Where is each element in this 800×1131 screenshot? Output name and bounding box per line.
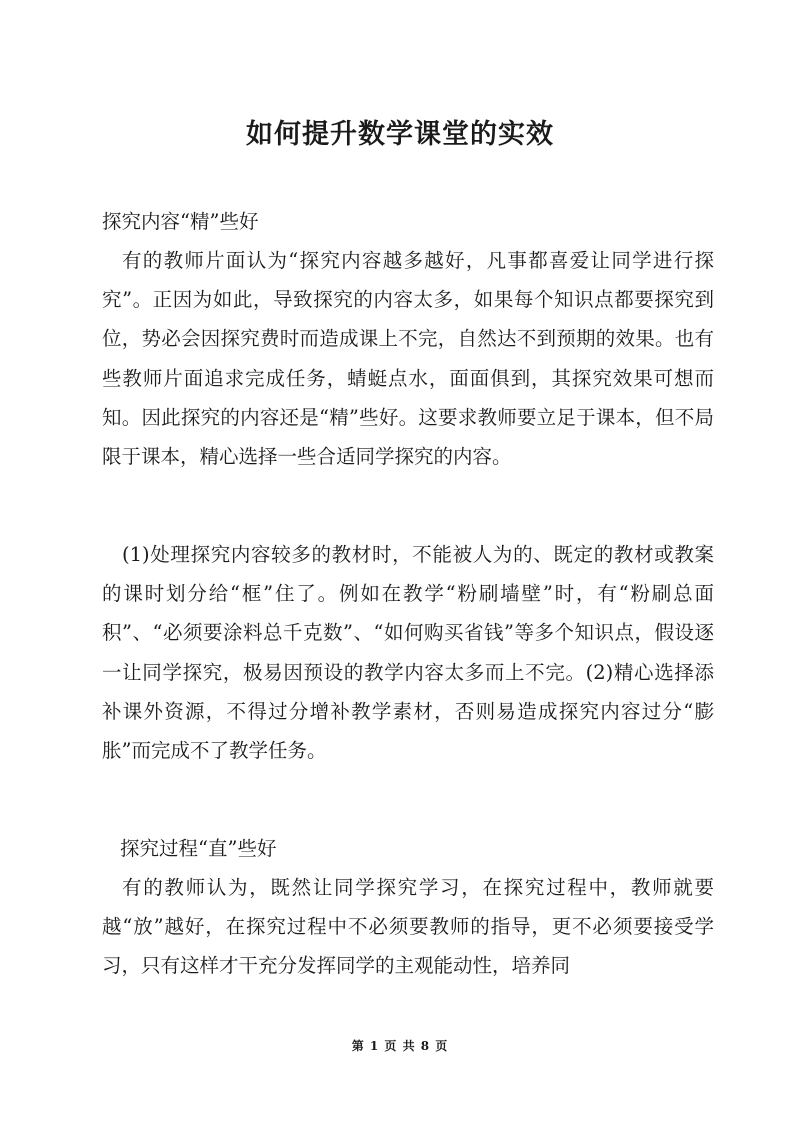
body-paragraph: 有的教师片面认为“探究内容越多越好，凡事都喜爱让同学进行探究”。正因为如此，导致探究的内容太多，如果每个知识点都要探究到位，势必会因探究费时而造成课上不完，自然达不到预期的效果。也有些教师片面追求完成任务，蜻蜓点水，面面俱到，其探究效果可想而知。因此探究的内容还是“精”些好。这要求教师要立足于课本，但不局限于课本，精心选择一些合适同学探究的内容。 [102, 249, 714, 469]
body-paragraph: (1)处理探究内容较多的教材时，不能被人为的、既定的教材或教案的课时划分给“框”住了。例如在教学“粉刷墙壁”时，有“粉刷总面积”、“必须要涂料总千克数”、“如何购买省钱”等多个知识点，假设逐一让同学探究，极易因预设的教学内容太多而上不完。(2)精心选择添补课外资源，不得过分增补教学素材，否则易造成探究内容过分“膨胀”而完成不了教学任务。 [102, 543, 714, 763]
body-paragraph: 有的教师认为，既然让同学探究学习，在探究过程中，教师就要越“放”越好，在探究过程中不必须要教师的指导，更不必须要接受学习，只有这样才干充分发挥同学的主观能动性，培养同 [102, 876, 714, 978]
section-heading: 探究过程“直”些好 [120, 837, 277, 860]
document-title: 如何提升数学课堂的实效 [246, 119, 554, 150]
section-heading: 探究内容“精”些好 [102, 210, 259, 233]
page-number-footer: 第 1 页 共 8 页 [351, 1039, 449, 1053]
